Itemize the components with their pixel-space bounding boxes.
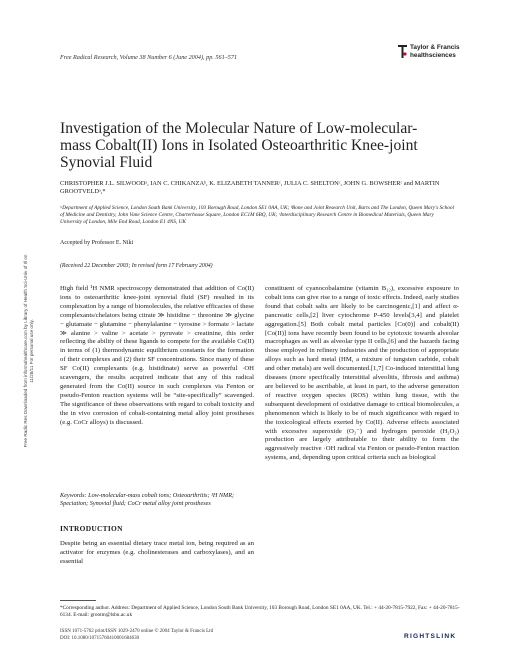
received-dates: (Received 22 December 2003; In revised form 17 February 2004) (60, 263, 213, 269)
download-watermark-text: Free Radic Res Downloaded from informahealthcare.com by Library of Health Sci-Univ of Ill on 11/28/11 For personal use only. (23, 254, 34, 448)
download-watermark (14, 250, 44, 450)
introduction-text: Despite being an essential dietary trace metal ion, being required as an activator for enzymes (e.g. cholinesterases and carboxylases), and an essential (60, 540, 254, 565)
footnote-divider (60, 600, 96, 601)
publisher-logo-icon (398, 45, 407, 58)
issn-doi-block (60, 629, 213, 642)
author-list: CHRISTOPHER J.L. SILWOODᵃ, IAN C. CHIKANZAᵇ, K. ELIZABETH TANNERᶜ, JULIA C. SHELTONᶜ, JOHN G. BOWSHERᶜ and MARTIN GROOTVELDᵃ,* (60, 180, 440, 195)
journal-citation: Free Radical Research, Volume 38 Number 6 (June 2004), pp. 561–571 (60, 54, 238, 61)
section-heading-introduction: INTRODUCTION (60, 524, 123, 533)
accepted-by: Accepted by Professor E. Niki (60, 240, 134, 246)
doi-line: DOI: 10.1080/10715760410001684630 (60, 635, 140, 641)
corresponding-author-note: *Corresponding author. Address: Department of Applied Science, London South Bank University, 103 Borough Road, London SE1 0AA, UK. Tel.: + 44-20-7815-7922, Fax: + 44-20-7815-6134. E-mail: grootm@lsbu.ac.uk (60, 605, 460, 618)
abstract-text: High field ¹H NMR spectroscopy demonstrated that addition of Co(II) ions to osteoarthritic knee-joint synovial fluid (SF) resulted in its complexation by a range of biomolecules, the relative efficacies of these complexants/chelators being citrate ≫ histidine − threonine ≫ glycine − glutamate − glutamine − phenylalanine − tyrosine > formate > lactate ≫ alanine > valine > acetate > pyruvate > creatinine, this order reflecting the ability of these ligands to compete for the available Co(II) in terms of (1) thermodynamic equilibrium constants for the formation of their complexes and (2) their SF concentrations. Since many of these SF Co(II) complexants (e.g. histidinate) serve as powerful ·OH scavengers, the results acquired indicate that any of this radical generated from the Co(II) source in such complexes via Fenton or pseudo-Fenton reaction systems will be “site-specifically” scavenged. The significance of these observations with regard to cobalt toxicity and the in vivo corrosion of cobalt-containing metal alloy joint prostheses (e.g. CoCr alloys) is discussed. (60, 285, 254, 426)
publisher-logo (398, 44, 462, 62)
publisher-logo-line1: Taylor & Francis (410, 44, 460, 51)
publisher-logo-line2: healthsciences (410, 52, 456, 59)
right-column-text: constituent of cyanocobalamine (vitamin B₁₂), excessive exposure to cobalt ions can give rise to a range of toxic effects. Indeed, early studies found that cobalt salts are likely to be carcinogenic,[1] and affect α-pancreatic cells,[2] liver cytochrome P-450 levels[3,4] and platelet aggregation.[5] Both cobalt metal particles [Co(0)] and cobalt(II) [Co(II)] ions have recently been found to be cytotoxic towards alveolar macrophages as well as alveolar type II cells,[6] and the hazards facing those employed in refinery industries and the production of appropriate alloys such as hard metal (HM, a mixture of tungsten carbide, cobalt and other metals) are well documented.[1,7] Co-induced interstitial lung diseases (more specifically interstitial alveolitis, fibrosis and asthma) are believed to be ascribable, at least in part, to the adverse generation of reactive oxygen species (ROS) within lung tissue, with the subsequent development of oxidative damage to critical biomolecules, a phenomenon which is likely to be of much significance with regard to the toxicological effects exerted by Co(II). Adverse effects associated with excessive superoxide (O₂⁻) and hydrogen peroxide (H₂O₂) production are largely attributable to their ability to form the aggressively reactive ·OH radical via Fenton or pseudo-Fenton reaction systems, and, depending upon critical criteria such as biological (265, 285, 459, 462)
article-title: Investigation of the Molecular Nature of Low-molecular-mass Cobalt(II) Ions in Isolated Osteoarthritic Knee-joint Synovial Fluid (60, 120, 418, 171)
author-affiliations: ᵃDepartment of Applied Science, London South Bank University, 103 Borough Road, London SE1 0AA, UK; ᵇBone and Joint Research Unit, Barts and The London, Queen Mary's School of Medicine and Dentistry, John Vane Science Centre, Charterhouse Square, London EC1M 6BQ, UK; ᶜInterdisciplinary Research Centre in Biomedical Materials, Queen Mary University of London, Mile End Road, London E1 4NS, UK (60, 205, 455, 225)
rightslink-logo[interactable]: RIGHTSLINK (404, 633, 457, 640)
keywords: Keywords: Low-molecular-mass cobalt ions; Osteoarthritis; ¹H NMR; Speciation; Synovial fluid; CoCr metal alloy joint prostheses (60, 492, 235, 507)
issn-line: ISSN 1071-5762 print/ISSN 1029-2470 online © 2004 Taylor & Francis Ltd (60, 629, 214, 634)
